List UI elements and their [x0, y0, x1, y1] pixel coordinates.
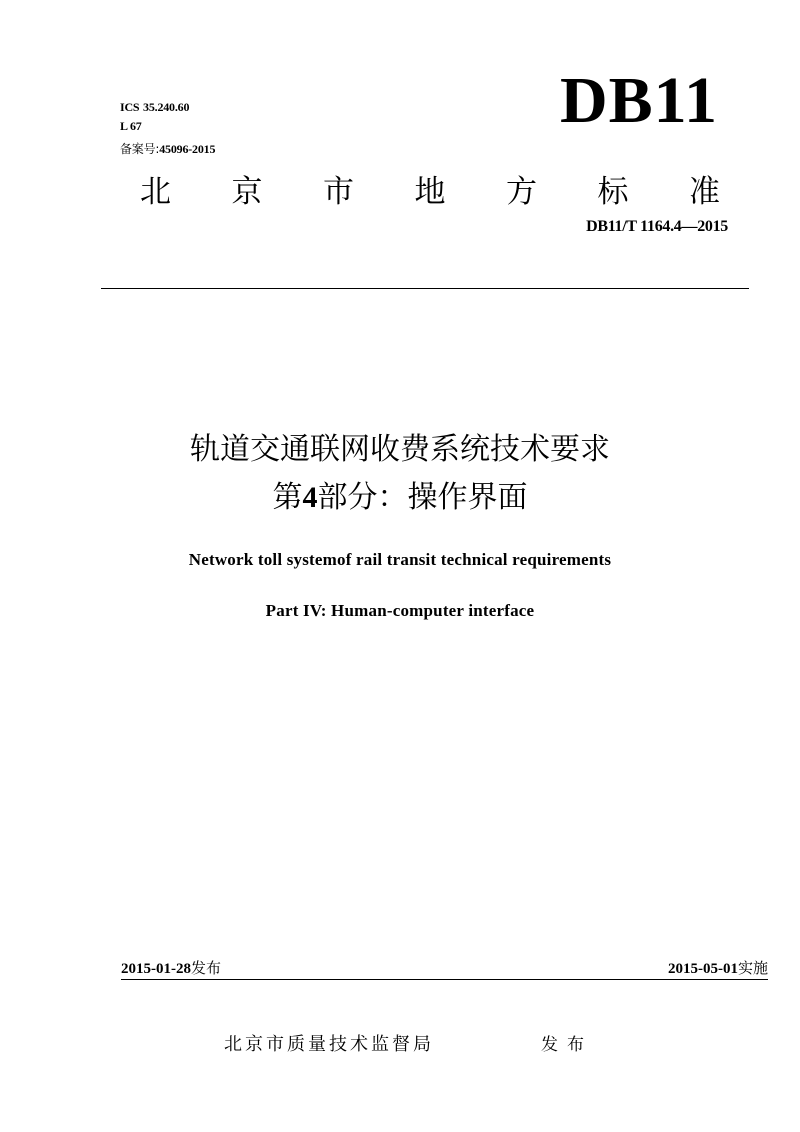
standard-type-char: 京	[231, 174, 263, 210]
standard-type-char: 标	[597, 174, 629, 210]
issuer-action: 发布	[541, 1035, 593, 1055]
issue-date	[121, 957, 221, 980]
standard-type-char: 准	[689, 174, 720, 210]
record-label: 备案号:	[120, 142, 160, 156]
standard-type-char: 方	[506, 174, 537, 210]
ics-code	[120, 99, 189, 116]
ics-value: 35.240.60	[143, 100, 190, 114]
title-part-prefix: 第	[272, 480, 303, 515]
title-part-suffix: 部分：操作界面	[317, 480, 528, 515]
title-cn-line1: 轨道交通联网收费系统技术要求	[190, 432, 610, 467]
ics-label: ICS	[120, 100, 140, 114]
standard-type-char: 北	[140, 174, 171, 210]
issuer: 北京市质量技术监督局	[224, 1034, 434, 1055]
implement-date	[668, 957, 768, 980]
footer-divider	[121, 979, 768, 980]
ccs-code	[120, 118, 142, 135]
title-en-line1: Network toll systemof rail transit technical requirements	[188, 550, 612, 569]
standard-type-char: 市	[323, 174, 354, 210]
title-cn-line2	[0, 478, 800, 518]
title-part-number: 4	[302, 481, 318, 514]
header-divider	[101, 288, 749, 289]
record-number	[120, 141, 215, 158]
implement-date-label: 实施	[737, 959, 768, 977]
ccs-value: L 67	[120, 119, 142, 133]
issue-date-label: 发布	[191, 959, 222, 977]
standard-code: DB11	[559, 64, 718, 137]
title-en-line2: Part IV: Human-computer interface	[265, 601, 535, 620]
issue-date-value: 2015-01-28	[121, 961, 191, 977]
record-value: 45096-2015	[159, 142, 216, 156]
standard-type-char: 地	[414, 174, 446, 210]
standard-number: DB11/T 1164.4—2015	[586, 218, 728, 235]
implement-date-value: 2015-05-01	[667, 961, 738, 977]
standard-type	[140, 172, 720, 212]
